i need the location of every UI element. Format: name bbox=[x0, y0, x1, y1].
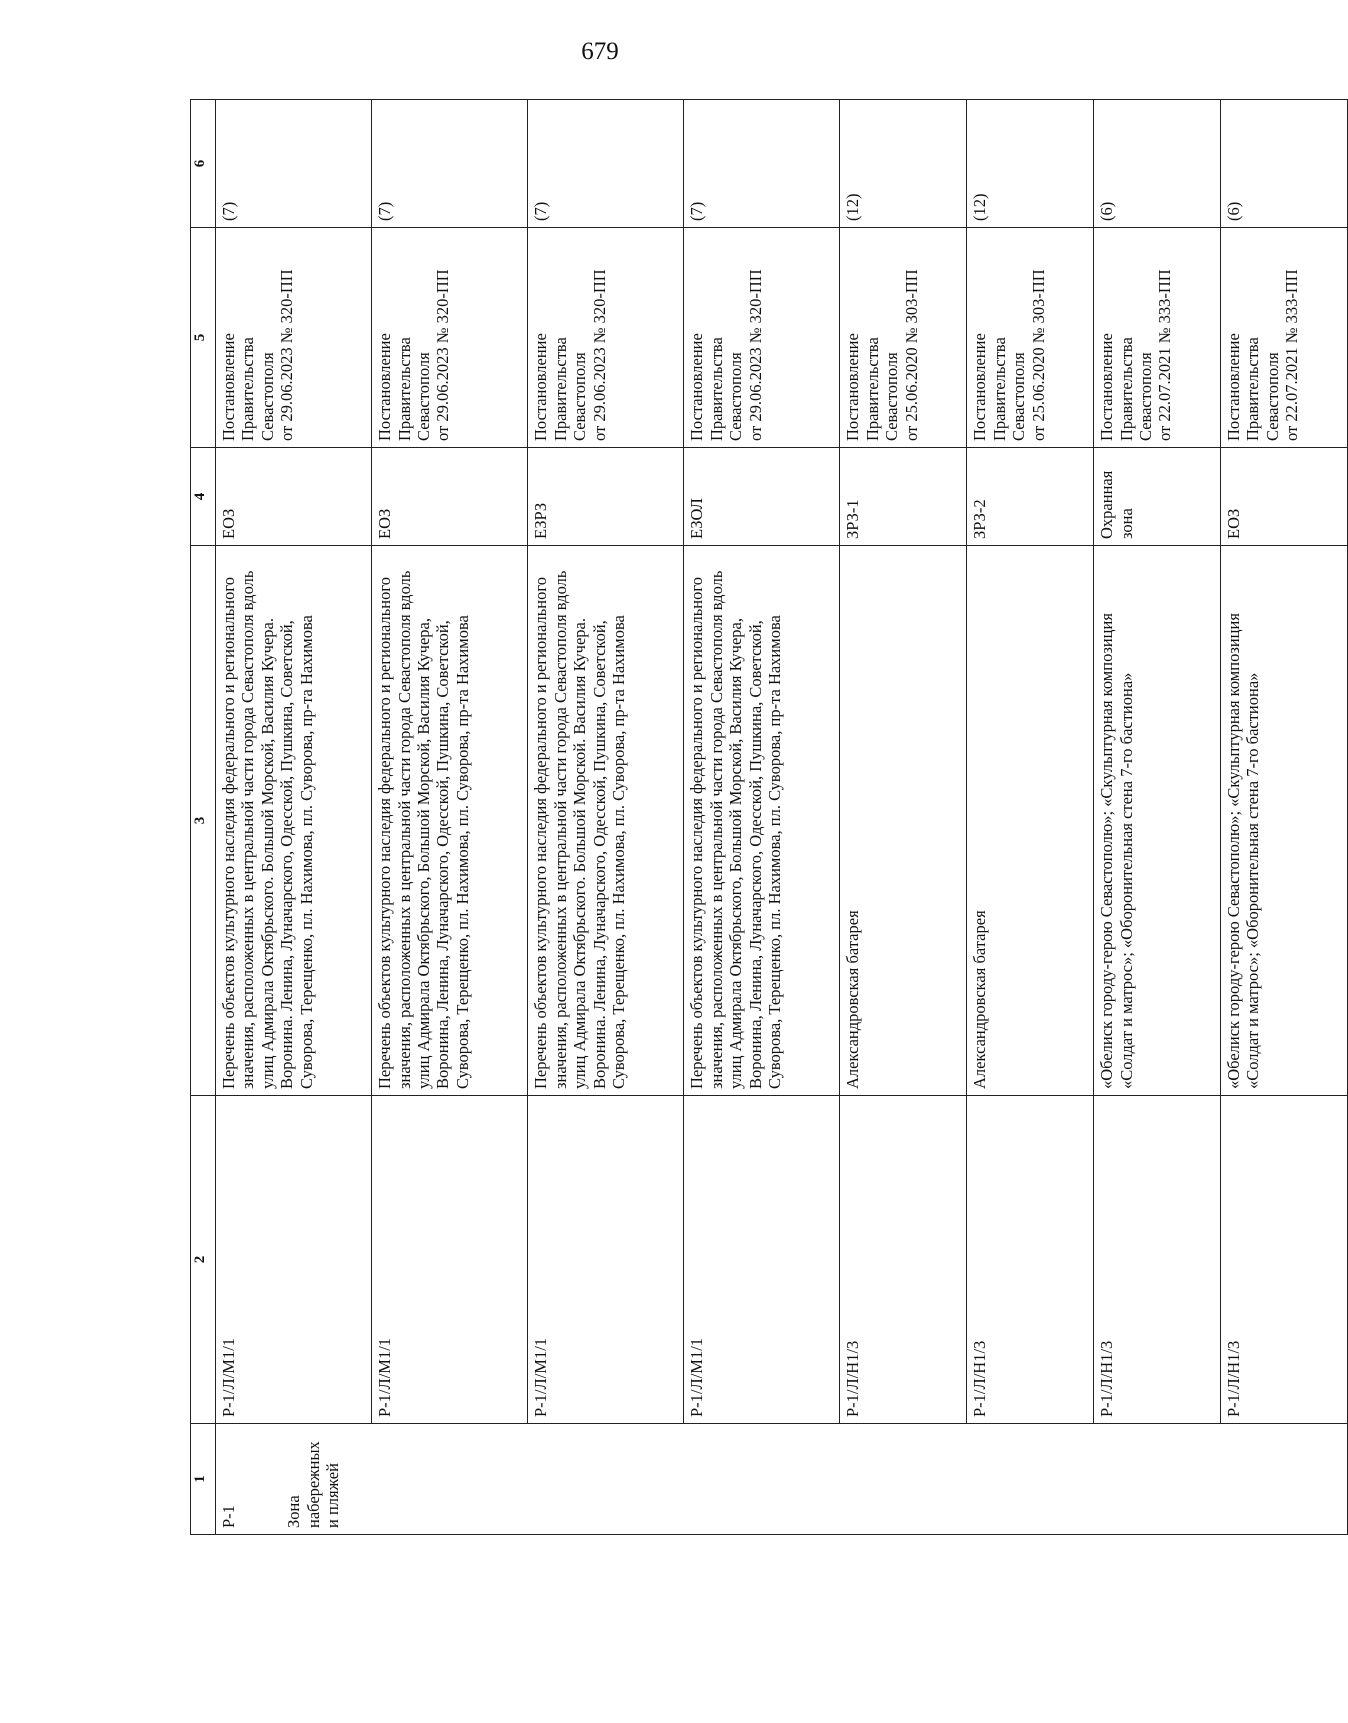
regulation-line: Постановление bbox=[375, 333, 395, 441]
header-cell-1: 1 bbox=[191, 1424, 216, 1535]
object-name-cell: Александровская батарея bbox=[967, 546, 1094, 1096]
header-cell-4: 4 bbox=[191, 448, 216, 546]
zone-type-cell: ЕОЗ bbox=[216, 448, 372, 546]
note-ref-cell: (12) bbox=[840, 100, 967, 228]
zone-index-cell: Р-1/Л/Н1/3 bbox=[840, 1096, 967, 1424]
header-cell-6: 6 bbox=[191, 100, 216, 228]
regulation-cell bbox=[684, 228, 840, 448]
regulation-line: от 25.06.2020 № 303-ПП bbox=[1028, 269, 1048, 441]
regulation-line: Постановление bbox=[531, 333, 551, 441]
regulation-line: Севастополя bbox=[413, 352, 433, 441]
zone-type-cell: ЕЗОЛ bbox=[684, 448, 840, 546]
table-row bbox=[528, 100, 684, 1535]
regulation-line: Правительства bbox=[394, 337, 414, 441]
header-cell-5: 5 bbox=[191, 228, 216, 448]
regulation-line: Правительства bbox=[1243, 337, 1263, 441]
regulation-line: Постановление bbox=[1097, 333, 1117, 441]
page-number: 679 bbox=[581, 38, 619, 65]
regulation-cell bbox=[1094, 228, 1221, 448]
regulation-line: Постановление bbox=[843, 333, 863, 441]
rotated-table-frame bbox=[190, 100, 1348, 1535]
regulation-line: от 22.07.2021 № 333-ПП bbox=[1155, 269, 1175, 441]
regulation-cell bbox=[1221, 228, 1348, 448]
regulation-line: от 25.06.2020 № 303-ПП bbox=[901, 269, 921, 441]
zone-name: Зона набережных и пляжей bbox=[284, 1441, 343, 1528]
table-row bbox=[372, 100, 528, 1535]
zone-type-cell: ЕОЗ bbox=[1221, 448, 1348, 546]
table-row bbox=[216, 100, 372, 1535]
zone-type-cell: ЕЗРЗ bbox=[528, 448, 684, 546]
table-header bbox=[191, 100, 216, 1535]
zone-type-cell: ЕОЗ bbox=[372, 448, 528, 546]
zone-index-cell: Р-1/Л/М1/1 bbox=[216, 1096, 372, 1424]
regulation-line: Севастополя bbox=[1262, 352, 1282, 441]
table-row bbox=[1221, 100, 1348, 1535]
zone-index-cell: Р-1/Л/Н1/3 bbox=[1221, 1096, 1348, 1424]
regulation-line: Севастополя bbox=[257, 352, 277, 441]
regulation-line: Правительства bbox=[238, 337, 258, 441]
regulation-line: от 29.06.2023 № 320-ПП bbox=[745, 269, 765, 441]
regulation-line: Севастополя bbox=[1136, 352, 1155, 441]
regulation-line: Правительства bbox=[1116, 337, 1136, 441]
header-cell-3: 3 bbox=[191, 546, 216, 1096]
zone-cell bbox=[216, 1424, 1348, 1535]
regulation-line: Постановление bbox=[219, 333, 238, 441]
regulation-cell bbox=[372, 228, 528, 448]
regulation-line: от 29.06.2023 № 320-ПП bbox=[589, 269, 609, 441]
regulation-line: Постановление bbox=[970, 333, 990, 441]
regulation-line: Севастополя bbox=[1009, 352, 1029, 441]
regulation-cell bbox=[528, 228, 684, 448]
table-row bbox=[1094, 100, 1221, 1535]
regulation-line: Правительства bbox=[550, 337, 570, 441]
note-ref-cell: (6) bbox=[1094, 100, 1221, 228]
header-row bbox=[191, 100, 216, 1535]
regulation-table bbox=[190, 99, 1348, 1535]
table-body bbox=[216, 100, 1348, 1535]
table-row bbox=[684, 100, 840, 1535]
note-ref-cell: (7) bbox=[684, 100, 840, 228]
table-row bbox=[967, 100, 1094, 1535]
zone-type-cell: ЗРЗ-2 bbox=[967, 448, 1094, 546]
regulation-line: от 22.07.2021 № 333-ПП bbox=[1282, 269, 1302, 441]
note-ref-cell: (7) bbox=[528, 100, 684, 228]
zone-index-cell: Р-1/Л/М1/1 bbox=[684, 1096, 840, 1424]
zone-index-cell: Р-1/Л/Н1/3 bbox=[1094, 1096, 1221, 1424]
note-ref-cell: (7) bbox=[216, 100, 372, 228]
note-ref-cell: (7) bbox=[372, 100, 528, 228]
regulation-line: от 29.06.2023 № 320-ПП bbox=[433, 269, 453, 441]
regulation-line: Правительства bbox=[989, 337, 1009, 441]
object-name-cell: Перечень объектов культурного наследия федерального и регионального значения, расположенных в центральной части города Севастополя вдоль улиц Адмирала Октябрьского, Большой Морской, Василия Кучера, Воронина, Ленина, Луначарского, Одесской, Пушкина, Советской, Суворова, Терещенко, пл. Нахимова, пл. Суворова, пр-та Нахимова bbox=[372, 546, 528, 1096]
zone-index-cell: Р-1/Л/М1/1 bbox=[528, 1096, 684, 1424]
object-name-cell: Александровская батарея bbox=[840, 546, 967, 1096]
object-name-cell: Перечень объектов культурного наследия федерального и регионального значения, расположенных в центральной части города Севастополя вдоль улиц Адмирала Октябрьского. Большой Морской. Василия Кучера. Воронина. Ленина, Луначарского, Одесской, Пушкина, Советской, Суворова, Терещенко, пл. Нахимова, пл. Суворова, пр-та Нахимова bbox=[528, 546, 684, 1096]
regulation-line: Постановление bbox=[1224, 333, 1243, 441]
regulation-cell bbox=[216, 228, 372, 448]
regulation-cell bbox=[840, 228, 967, 448]
table-row bbox=[840, 100, 967, 1535]
note-ref-cell: (12) bbox=[967, 100, 1094, 228]
object-name-cell: Перечень объектов культурного наследия федерального и регионального значения, расположенных в центральной части города Севастополя вдоль улиц Адмирала Октябрьского. Большой Морской, Василия Кучера. Воронина. Ленина, Луначарского, Одесской, Пушкина, Советской, Суворова, Терещенко, пл. Нахимова, пл. Суворова, пр-та Нахимова bbox=[216, 546, 372, 1096]
object-name-cell: «Обелиск городу-герою Севастополю»; «Скульптурная композиция «Солдат и матрос»; «Оборонительная стена 7-го бастиона» bbox=[1094, 546, 1221, 1096]
regulation-line: Постановление bbox=[687, 333, 707, 441]
regulation-line: Севастополя bbox=[570, 352, 590, 441]
note-ref-cell: (6) bbox=[1221, 100, 1348, 228]
header-cell-2: 2 bbox=[191, 1096, 216, 1424]
regulation-cell bbox=[967, 228, 1094, 448]
regulation-line: Правительства bbox=[706, 337, 726, 441]
zone-type-cell: Охранная зона bbox=[1094, 448, 1221, 546]
zone-type-cell: ЗРЗ-1 bbox=[840, 448, 967, 546]
regulation-line: Правительства bbox=[862, 337, 882, 441]
zone-code: Р-1 bbox=[219, 1505, 238, 1528]
object-name-cell: «Обелиск городу-герою Севастополю»; «Скульптурная композиция «Солдат и матрос»; «Оборонительная стена 7-го бастиона» bbox=[1221, 546, 1348, 1096]
zone-index-cell: Р-1/Л/М1/1 bbox=[372, 1096, 528, 1424]
regulation-line: Севастополя bbox=[882, 352, 902, 441]
regulation-line: от 29.06.2023 № 320-ПП bbox=[277, 269, 297, 441]
object-name-cell: Перечень объектов культурного наследия федерального и регионального значения, расположенных в центральной части города Севастополя вдоль улиц Адмирала Октябрьского, Большой Морской, Василия Кучера, Воронина, Ленина, Луначарского, Одесской, Пушкина, Советской, Суворова, Терещенко, пл. Нахимова, пл. Суворова, пр-та Нахимова bbox=[684, 546, 840, 1096]
regulation-line: Севастополя bbox=[726, 352, 746, 441]
zone-index-cell: Р-1/Л/Н1/3 bbox=[967, 1096, 1094, 1424]
